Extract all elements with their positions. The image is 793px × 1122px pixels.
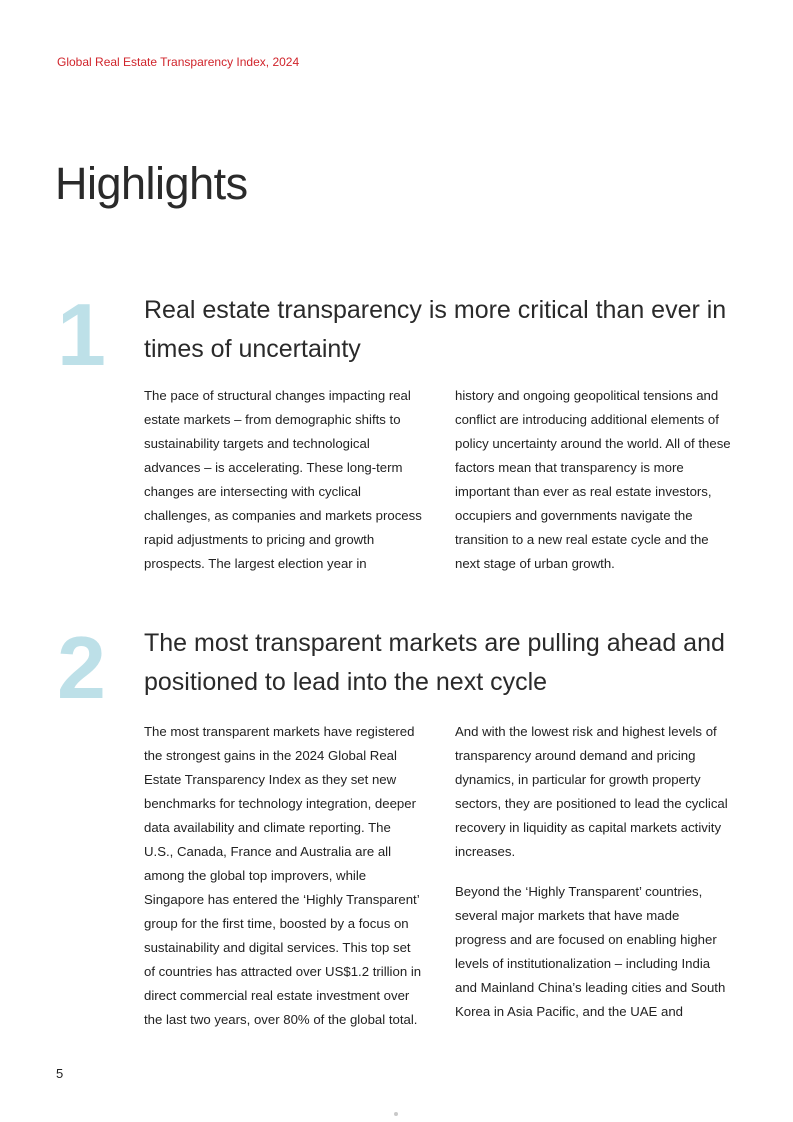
- running-header: Global Real Estate Transparency Index, 2024: [57, 55, 300, 69]
- page-number: 5: [56, 1066, 64, 1081]
- section-2-paragraph: The most transparent markets have registered the strongest gains in the 2024 Global Real Estate Transparency Index as they set new benchmarks for technology integration, deeper data availability and climate reporting. The U.S., Canada, France and Australia are all among the global top improvers, while Singapore has entered the ‘Highly Transparent’ group for the first time, boosted by a focus on sustainability and digital services. This top set of countries has attracted over US$1.2 trillion in direct commercial real estate investment over the last two years, over 80% of the global total.: [144, 724, 422, 1027]
- section-number-1: 1: [57, 285, 106, 384]
- page-title: Highlights: [55, 158, 248, 209]
- section-2-column-left: [144, 720, 422, 1032]
- section-2-column-right: [455, 720, 731, 1024]
- section-1-paragraph: The pace of structural changes impacting real estate markets – from demographic shifts to sustainability targets and technological advances – is accelerating. These long-term changes are intersecting with cyclical challenges, as companies and markets process rapid adjustments to pricing and growth prospects. The largest election year in: [144, 388, 422, 571]
- section-1-column-right: [455, 384, 731, 576]
- section-number-2: 2: [57, 618, 106, 717]
- section-2-paragraph: And with the lowest risk and highest levels of transparency around demand and pricing dynamics, in particular for growth property sectors, they are positioned to lead the cyclical recovery in liquidity as capital markets activity increases.: [455, 724, 728, 859]
- footer-dot: [394, 1112, 398, 1116]
- section-heading-1: Real estate transparency is more critical than ever in times of uncertainty: [144, 296, 727, 363]
- section-heading-2: The most transparent markets are pulling ahead and positioned to lead into the next cycle: [144, 629, 725, 696]
- section-1-paragraph: history and ongoing geopolitical tensions and conflict are introducing additional elements of policy uncertainty around the world. All of these factors mean that transparency is more important than ever as real estate investors, occupiers and governments navigate the transition to a new real estate cycle and the next stage of urban growth.: [455, 388, 731, 571]
- section-1-column-left: [144, 384, 422, 576]
- section-2-paragraph: Beyond the ‘Highly Transparent’ countries, several major markets that have made progress and are focused on enabling higher levels of institutionalization – including India and Mainland China’s leading cities and South Korea in Asia Pacific, and the UAE and: [455, 884, 726, 1019]
